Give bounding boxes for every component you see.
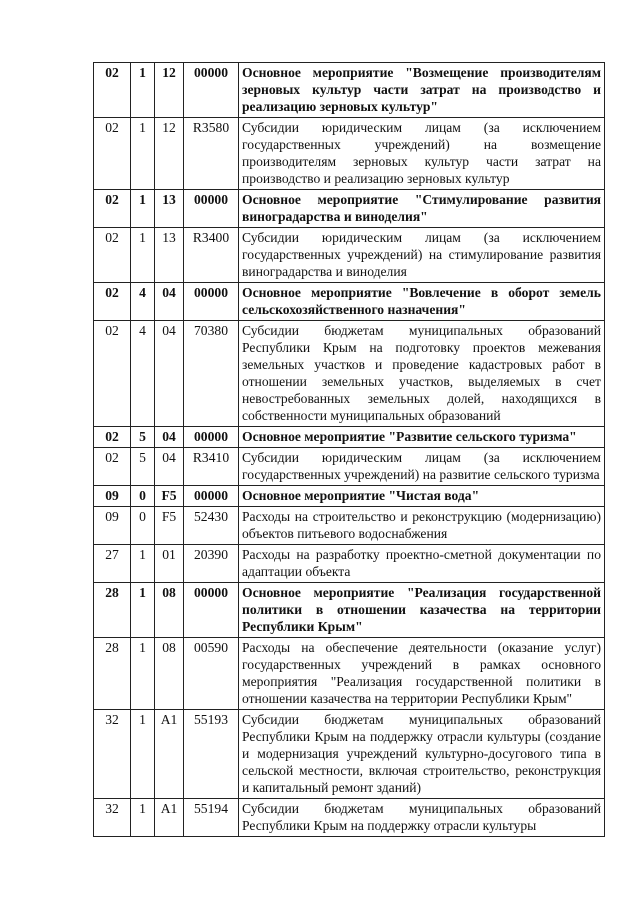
subprogram-code-cell: 4 bbox=[131, 283, 155, 321]
subprogram-code-cell: 1 bbox=[131, 545, 155, 583]
table-row-12 bbox=[94, 583, 605, 638]
description-cell: Расходы на строительство и реконструкцию (модернизацию) объектов питьевого водоснабжения bbox=[239, 507, 605, 545]
subprogram-code-cell: 4 bbox=[131, 321, 155, 427]
activity-code-cell: A1 bbox=[155, 710, 184, 799]
direction-code-cell: 00000 bbox=[184, 283, 239, 321]
program-code-cell: 02 bbox=[94, 63, 131, 118]
program-code-cell: 02 bbox=[94, 118, 131, 190]
description-cell: Основное мероприятие "Чистая вода" bbox=[239, 486, 605, 507]
subprogram-code-cell: 1 bbox=[131, 63, 155, 118]
description-cell: Основное мероприятие "Вовлечение в оборот земель сельскохозяйственного назначения" bbox=[239, 283, 605, 321]
activity-code-cell: F5 bbox=[155, 486, 184, 507]
direction-code-cell: 00000 bbox=[184, 486, 239, 507]
table-row-8 bbox=[94, 448, 605, 486]
program-code-cell: 02 bbox=[94, 427, 131, 448]
program-code-cell: 28 bbox=[94, 583, 131, 638]
subprogram-code-cell: 5 bbox=[131, 427, 155, 448]
activity-code-cell: 12 bbox=[155, 118, 184, 190]
direction-code-cell: 00000 bbox=[184, 190, 239, 228]
description-cell: Субсидии юридическим лицам (за исключением государственных учреждений) на стимулирование развития виноградарства и виноделия bbox=[239, 228, 605, 283]
activity-code-cell: 04 bbox=[155, 283, 184, 321]
direction-code-cell: R3580 bbox=[184, 118, 239, 190]
subprogram-code-cell: 0 bbox=[131, 486, 155, 507]
activity-code-cell: 13 bbox=[155, 228, 184, 283]
direction-code-cell: 00000 bbox=[184, 63, 239, 118]
direction-code-cell: R3400 bbox=[184, 228, 239, 283]
table-row-1 bbox=[94, 63, 605, 118]
description-cell: Субсидии юридическим лицам (за исключением государственных учреждений) на развитие сельского туризма bbox=[239, 448, 605, 486]
direction-code-cell: 20390 bbox=[184, 545, 239, 583]
budget-classification-table bbox=[93, 62, 605, 837]
subprogram-code-cell: 1 bbox=[131, 799, 155, 837]
description-cell: Основное мероприятие "Реализация государственной политики в отношении казачества на территории Республики Крым" bbox=[239, 583, 605, 638]
program-code-cell: 02 bbox=[94, 448, 131, 486]
direction-code-cell: R3410 bbox=[184, 448, 239, 486]
direction-code-cell: 70380 bbox=[184, 321, 239, 427]
description-cell: Субсидии бюджетам муниципальных образований Республики Крым на поддержку отрасли культуры bbox=[239, 799, 605, 837]
table-row-9 bbox=[94, 486, 605, 507]
subprogram-code-cell: 1 bbox=[131, 190, 155, 228]
activity-code-cell: 13 bbox=[155, 190, 184, 228]
activity-code-cell: A1 bbox=[155, 799, 184, 837]
activity-code-cell: 01 bbox=[155, 545, 184, 583]
description-cell: Субсидии бюджетам муниципальных образований Республики Крым на подготовку проектов межевания земельных участков и проведение кадастровых работ в отношении земельных участков, выделяемых в счет невостребованных земельных долей, находящихся в собственности муниципальных образований bbox=[239, 321, 605, 427]
program-code-cell: 09 bbox=[94, 507, 131, 545]
subprogram-code-cell: 1 bbox=[131, 638, 155, 710]
subprogram-code-cell: 0 bbox=[131, 507, 155, 545]
subprogram-code-cell: 5 bbox=[131, 448, 155, 486]
program-code-cell: 27 bbox=[94, 545, 131, 583]
activity-code-cell: 08 bbox=[155, 638, 184, 710]
description-cell: Расходы на разработку проектно-сметной документации по адаптации объекта bbox=[239, 545, 605, 583]
direction-code-cell: 55194 bbox=[184, 799, 239, 837]
subprogram-code-cell: 1 bbox=[131, 583, 155, 638]
table-row-11 bbox=[94, 545, 605, 583]
table-row-3 bbox=[94, 190, 605, 228]
table-row-13 bbox=[94, 638, 605, 710]
program-code-cell: 02 bbox=[94, 190, 131, 228]
program-code-cell: 09 bbox=[94, 486, 131, 507]
description-cell: Основное мероприятие "Стимулирование развития виноградарства и виноделия" bbox=[239, 190, 605, 228]
description-cell: Субсидии юридическим лицам (за исключением государственных учреждений) на возмещение производителям зерновых культур части затрат на производство и реализацию зерновых культур bbox=[239, 118, 605, 190]
direction-code-cell: 52430 bbox=[184, 507, 239, 545]
table-row-6 bbox=[94, 321, 605, 427]
activity-code-cell: 04 bbox=[155, 321, 184, 427]
activity-code-cell: 04 bbox=[155, 448, 184, 486]
subprogram-code-cell: 1 bbox=[131, 228, 155, 283]
description-cell: Основное мероприятие "Развитие сельского туризма" bbox=[239, 427, 605, 448]
activity-code-cell: F5 bbox=[155, 507, 184, 545]
table-row-15 bbox=[94, 799, 605, 837]
subprogram-code-cell: 1 bbox=[131, 118, 155, 190]
program-code-cell: 02 bbox=[94, 321, 131, 427]
program-code-cell: 02 bbox=[94, 228, 131, 283]
program-code-cell: 32 bbox=[94, 710, 131, 799]
program-code-cell: 28 bbox=[94, 638, 131, 710]
activity-code-cell: 04 bbox=[155, 427, 184, 448]
description-cell: Субсидии бюджетам муниципальных образований Республики Крым на поддержку отрасли культуры (создание и модернизация учреждений культурно-досугового типа в сельской местности, включая строительство, реконструкция и капитальный ремонт зданий) bbox=[239, 710, 605, 799]
activity-code-cell: 12 bbox=[155, 63, 184, 118]
table-row-5 bbox=[94, 283, 605, 321]
program-code-cell: 02 bbox=[94, 283, 131, 321]
table-row-10 bbox=[94, 507, 605, 545]
direction-code-cell: 00590 bbox=[184, 638, 239, 710]
table-row-2 bbox=[94, 118, 605, 190]
table-row-7 bbox=[94, 427, 605, 448]
table-body bbox=[94, 63, 605, 837]
activity-code-cell: 08 bbox=[155, 583, 184, 638]
subprogram-code-cell: 1 bbox=[131, 710, 155, 799]
direction-code-cell: 00000 bbox=[184, 583, 239, 638]
table-row-14 bbox=[94, 710, 605, 799]
description-cell: Основное мероприятие "Возмещение производителям зерновых культур части затрат на производство и реализацию зерновых культур" bbox=[239, 63, 605, 118]
table-row-4 bbox=[94, 228, 605, 283]
direction-code-cell: 00000 bbox=[184, 427, 239, 448]
program-code-cell: 32 bbox=[94, 799, 131, 837]
direction-code-cell: 55193 bbox=[184, 710, 239, 799]
description-cell: Расходы на обеспечение деятельности (оказание услуг) государственных учреждений в рамках основного мероприятия "Реализация государственной политики в отношении казачества на территории Республики Крым" bbox=[239, 638, 605, 710]
